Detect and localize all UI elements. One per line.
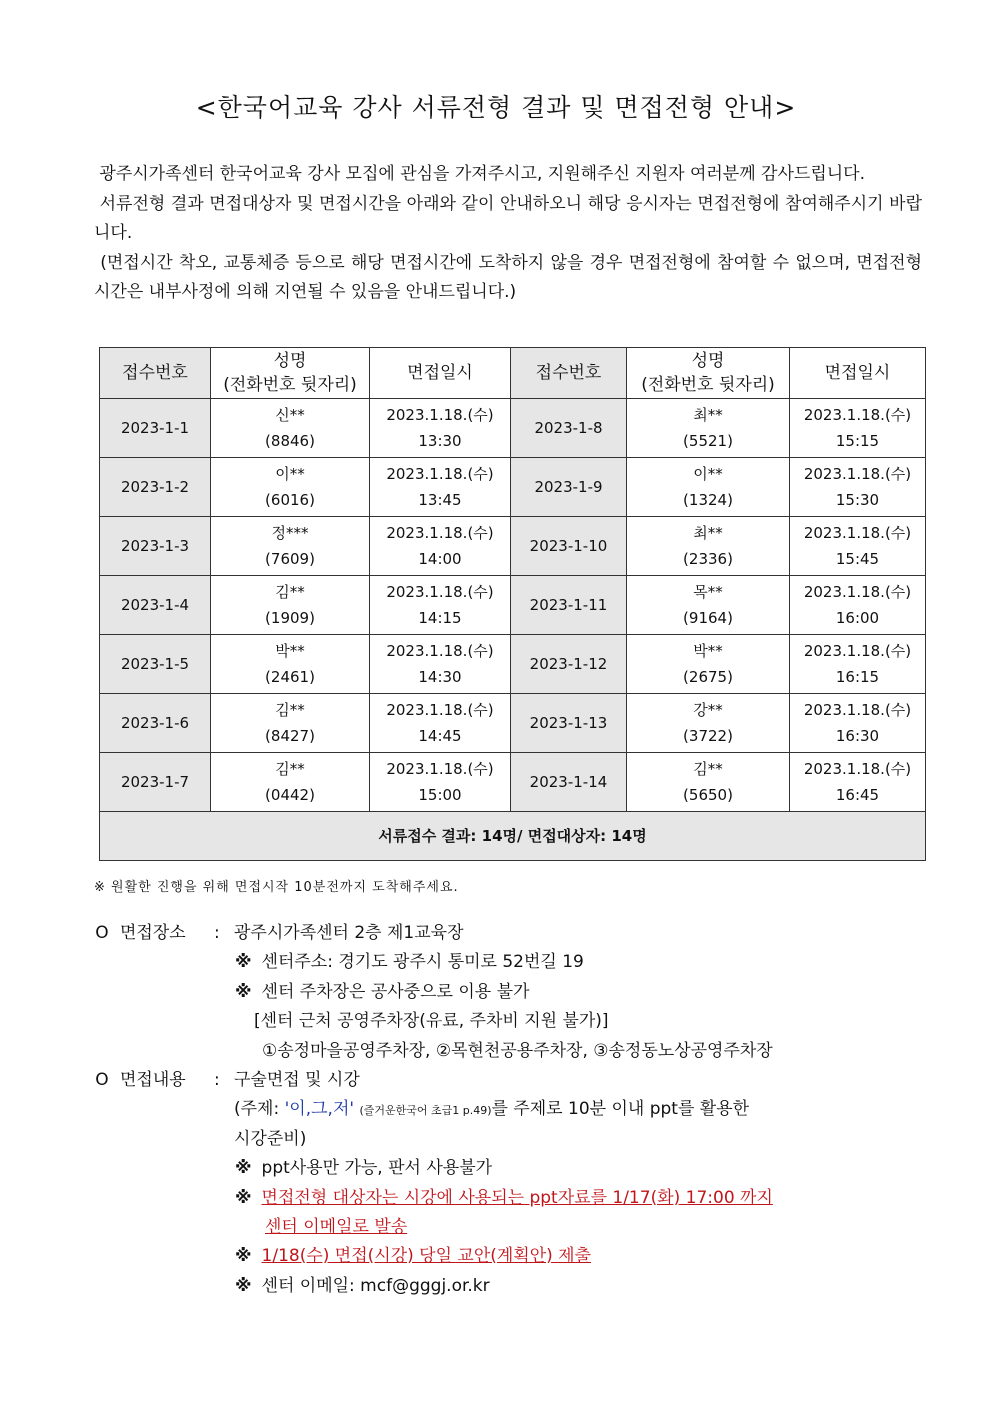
parking-alt-text: [센터 근처 공영주차장(유료, 주차비 지원 불가)] (254, 1011, 609, 1032)
applicant-name: 정*** (7609) (211, 517, 370, 576)
parking-text: 센터 주차장은 공사중으로 이용 불가 (261, 981, 530, 1002)
content-label: 면접내용 (120, 1069, 186, 1090)
application-number: 2023-1-12 (511, 635, 627, 694)
content-value: 구술면접 및 시강 (234, 1069, 360, 1090)
interview-datetime: 2023.1.18.(수) 16:00 (790, 576, 926, 635)
interview-datetime: 2023.1.18.(수) 13:45 (370, 458, 511, 517)
reference-mark: ※ (235, 1158, 252, 1179)
deadline-text-line2: 센터 이메일로 발송 (265, 1216, 408, 1237)
interview-datetime: 2023.1.18.(수) 14:45 (370, 694, 511, 753)
interview-datetime: 2023.1.18.(수) 15:45 (790, 517, 926, 576)
email-row (94, 1272, 924, 1301)
application-number: 2023-1-14 (511, 753, 627, 812)
applicant-name: 박** (2461) (211, 635, 370, 694)
application-number: 2023-1-1 (100, 399, 211, 458)
topic-row-2 (94, 1125, 924, 1154)
header-datetime: 면접일시 (370, 348, 511, 399)
header-number: 접수번호 (511, 348, 627, 399)
intro-section (94, 160, 922, 308)
ppt-row (94, 1154, 924, 1183)
parking-list-row (94, 1037, 924, 1066)
table-header-row (100, 348, 926, 399)
address-row (94, 948, 924, 977)
reference-mark: ※ (235, 1187, 252, 1208)
application-number: 2023-1-13 (511, 694, 627, 753)
topic-keyword: '이,그,저' (284, 1099, 355, 1120)
applicant-name: 박** (2675) (627, 635, 790, 694)
summary-text: 서류접수 결과: 14명/ 면접대상자: 14명 (100, 812, 926, 861)
place-label: 면접장소 (120, 923, 186, 943)
bullet-circle: O (95, 1069, 109, 1090)
applicant-name: 김** (5650) (627, 753, 790, 812)
applicant-name: 김** (8427) (211, 694, 370, 753)
applicant-name: 최** (2336) (627, 517, 790, 576)
interview-datetime: 2023.1.18.(수) 15:30 (790, 458, 926, 517)
applicant-name: 신** (8846) (211, 399, 370, 458)
ppt-only-text: ppt사용만 가능, 판서 사용불가 (261, 1158, 493, 1179)
topic-text-line2: 시강준비) (234, 1128, 307, 1149)
bullet-circle: O (95, 923, 109, 943)
colon: : (214, 1069, 220, 1090)
deadline-text: 면접전형 대상자는 시강에 사용되는 ppt자료를 1/17(화) 17:00 까지 (261, 1187, 773, 1208)
applicant-name: 목** (9164) (627, 576, 790, 635)
deadline-row (94, 1184, 924, 1213)
application-number: 2023-1-8 (511, 399, 627, 458)
header-datetime: 면접일시 (790, 348, 926, 399)
lesson-plan-text: 1/18(수) 면접(시강) 당일 교안(계획안) 제출 (261, 1246, 592, 1267)
deadline-row-2 (94, 1213, 924, 1242)
place-row (94, 919, 924, 948)
table-row (100, 635, 926, 694)
application-number: 2023-1-3 (100, 517, 211, 576)
interview-datetime: 2023.1.18.(수) 15:00 (370, 753, 511, 812)
reference-mark: ※ (235, 1246, 252, 1267)
application-number: 2023-1-9 (511, 458, 627, 517)
content-row (94, 1066, 924, 1095)
applicant-name: 이** (6016) (211, 458, 370, 517)
intro-paragraph-3: (면접시간 착오, 교통체증 등으로 해당 면접시간에 도착하지 않을 경우 면접전형에 참여할 수 없으며, 면접전형 시간은 내부사정에 의해 지연될 수 있음을 안내드립니다.) (94, 252, 923, 302)
table-row (100, 694, 926, 753)
page-title: <한국어교육 강사 서류전형 결과 및 면접전형 안내> (195, 93, 797, 122)
application-number: 2023-1-11 (511, 576, 627, 635)
application-number: 2023-1-10 (511, 517, 627, 576)
table-row (100, 458, 926, 517)
colon: : (214, 923, 220, 943)
interview-datetime: 2023.1.18.(수) 16:45 (790, 753, 926, 812)
parking-alt-row (94, 1007, 924, 1036)
applicant-name: 최** (5521) (627, 399, 790, 458)
application-number: 2023-1-5 (100, 635, 211, 694)
applicant-name: 김** (1909) (211, 576, 370, 635)
table-row (100, 576, 926, 635)
email-text: 센터 이메일: mcf@gggj.or.kr (261, 1275, 490, 1296)
application-number: 2023-1-6 (100, 694, 211, 753)
table-row (100, 753, 926, 812)
application-number: 2023-1-7 (100, 753, 211, 812)
reference-mark: ※ (235, 1275, 252, 1296)
applicant-name: 김** (0442) (211, 753, 370, 812)
interview-datetime: 2023.1.18.(수) 13:30 (370, 399, 511, 458)
address-text: 센터주소: 경기도 광주시 통미로 52번길 19 (261, 952, 584, 973)
topic-source: (즐거운한국어 초급1 p.49) (359, 1104, 492, 1118)
header-name: 성명 (전화번호 뒷자리) (211, 348, 370, 399)
application-number: 2023-1-4 (100, 576, 211, 635)
reference-mark: ※ (235, 981, 252, 1002)
interview-schedule-table (99, 347, 926, 861)
arrival-note: ※ 원활한 진행을 위해 면접시작 10분전까지 도착해주세요. (94, 880, 459, 895)
applicant-name: 이** (1324) (627, 458, 790, 517)
reference-mark: ※ (235, 952, 252, 973)
interview-datetime: 2023.1.18.(수) 14:00 (370, 517, 511, 576)
parking-row (94, 978, 924, 1007)
interview-datetime: 2023.1.18.(수) 15:15 (790, 399, 926, 458)
interview-datetime: 2023.1.18.(수) 14:30 (370, 635, 511, 694)
lesson-plan-row (94, 1242, 924, 1271)
intro-paragraph-1: 광주시가족센터 한국어교육 강사 모집에 관심을 가져주시고, 지원해주신 지원자 여러분께 감사드립니다. (99, 164, 865, 184)
intro-paragraph-2: 서류전형 결과 면접대상자 및 면접시간을 아래와 같이 안내하오니 해당 응시자는 면접전형에 참여해주시기 바랍니다. (94, 193, 922, 243)
interview-datetime: 2023.1.18.(수) 16:30 (790, 694, 926, 753)
summary-row (100, 812, 926, 861)
table-row (100, 517, 926, 576)
interview-datetime: 2023.1.18.(수) 14:15 (370, 576, 511, 635)
place-value: 광주시가족센터 2층 제1교육장 (234, 923, 464, 943)
topic-text: (주제: '이,그,저' (즐거운한국어 초급1 p.49)를 주제로 10분 이내 ppt를 활용한 (234, 1099, 750, 1120)
application-number: 2023-1-2 (100, 458, 211, 517)
applicant-name: 강** (3722) (627, 694, 790, 753)
interview-datetime: 2023.1.18.(수) 16:15 (790, 635, 926, 694)
header-name: 성명 (전화번호 뒷자리) (627, 348, 790, 399)
parking-list-text: ①송정마을공영주차장, ②목현천공용주차장, ③송정동노상공영주차장 (262, 1040, 773, 1061)
header-number: 접수번호 (100, 348, 211, 399)
interview-info (94, 919, 924, 1301)
topic-row (94, 1095, 924, 1124)
table-row (100, 399, 926, 458)
